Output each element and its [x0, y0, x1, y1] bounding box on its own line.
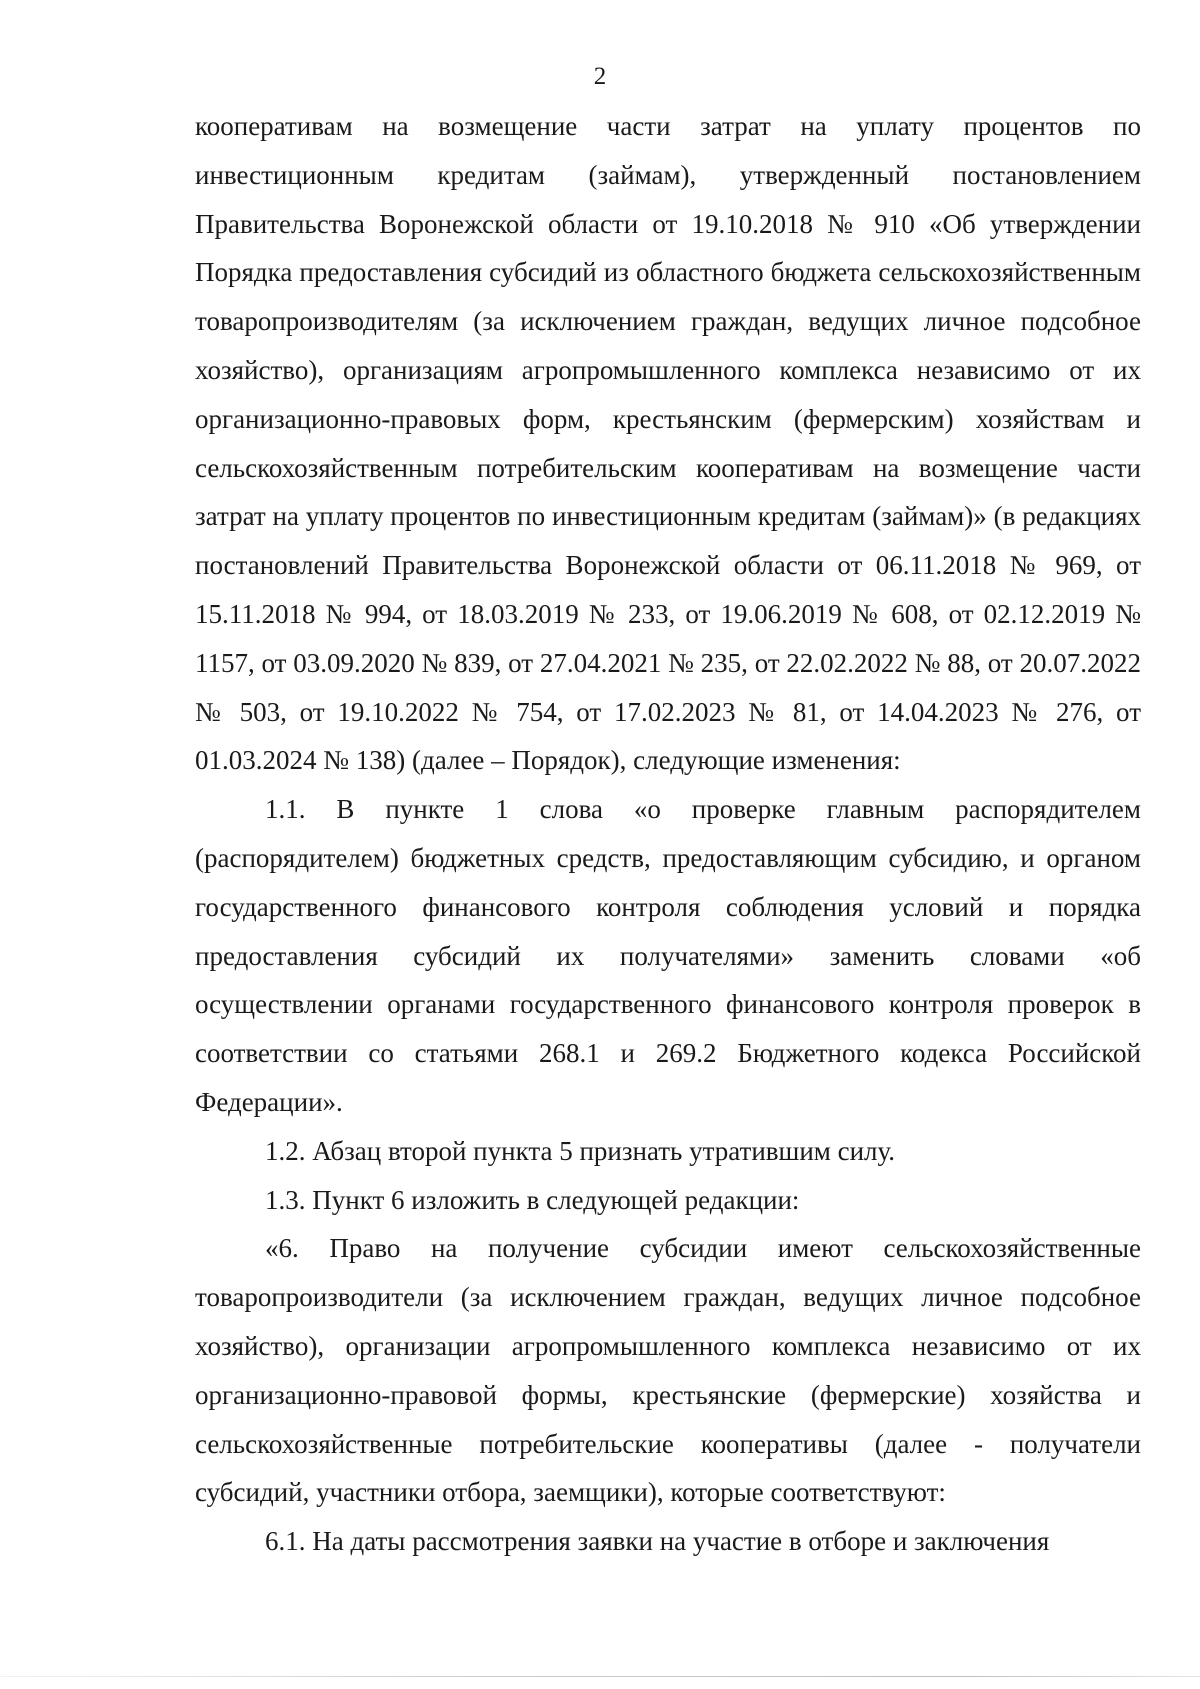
paragraph-continuation: кооперативам на возмещение части затрат на уплату процентов по инвестиционным кредитам (займам), утвержденный постановлением Правительства Воронежской области от 19.10.2018 № 910 «Об утверждении Порядка предоставления субсидий из областного бюджета сельскохозяйственным товаропроизводителям (за исключением граждан, ведущих личное подсобное хозяйство), организациям агропромышленного комплекса независимо от их организационно-правовых форм, крестьянским (фермерским) хозяйствам и сельскохозяйственным потребительским кооперативам на возмещение части затрат на уплату процентов по инвестиционным кредитам (займам)» (в редакциях постановлений Правительства Воронежской области от 06.11.2018 № 969, от 15.11.2018 № 994, от 18.03.2019 № 233, от 19.06.2019 № 608, от 02.12.2019 № 1157, от 03.09.2020 № 839, от 27.04.2021 № 235, от 22.02.2022 № 88, от 20.07.2022 № 503, от 19.10.2022 № 754, от 17.02.2023 № 81, от 14.04.2023 № 276, от 01.03.2024 № 138) (далее – Порядок), следующие изменения: — [195, 111, 1141, 776]
paragraph-item-1-1: 1.1. В пункте 1 слова «о проверке главным распорядителем (распорядителем) бюджетных средств, предоставляющим субсидию, и органом государственного финансового контроля соблюдения условий и порядка предоставления субсидий их получателями» заменить словами «об осуществлении органами государственного финансового контроля проверок в соответствии со статьями 268.1 и 269.2 Бюджетного кодекса Российской Федерации». — [195, 794, 1141, 1117]
page-number: 2 — [593, 63, 607, 90]
paragraph-item-6: «6. Право на получение субсидии имеют сельскохозяйственные товаропроизводители (за исключением граждан, ведущих личное подсобное хозяйство), организации агропромышленного комплекса независимо от их организационно-правовой формы, крестьянские (фермерские) хозяйства и сельскохозяйственные потребительские кооперативы (далее - получатели субсидий, участники отбора, заемщики), которые соответствуют: — [195, 1233, 1141, 1508]
paragraph-item-1-3: 1.3. Пункт 6 изложить в следующей редакции: — [265, 1184, 800, 1215]
paragraph-item-6-1: 6.1. На даты рассмотрения заявки на участие в отборе и заключения — [265, 1526, 1050, 1557]
scan-edge-line — [0, 1676, 1200, 1677]
document-body — [195, 102, 1141, 1566]
paragraph-item-1-2: 1.2. Абзац второй пункта 5 признать утратившим силу. — [265, 1135, 896, 1166]
